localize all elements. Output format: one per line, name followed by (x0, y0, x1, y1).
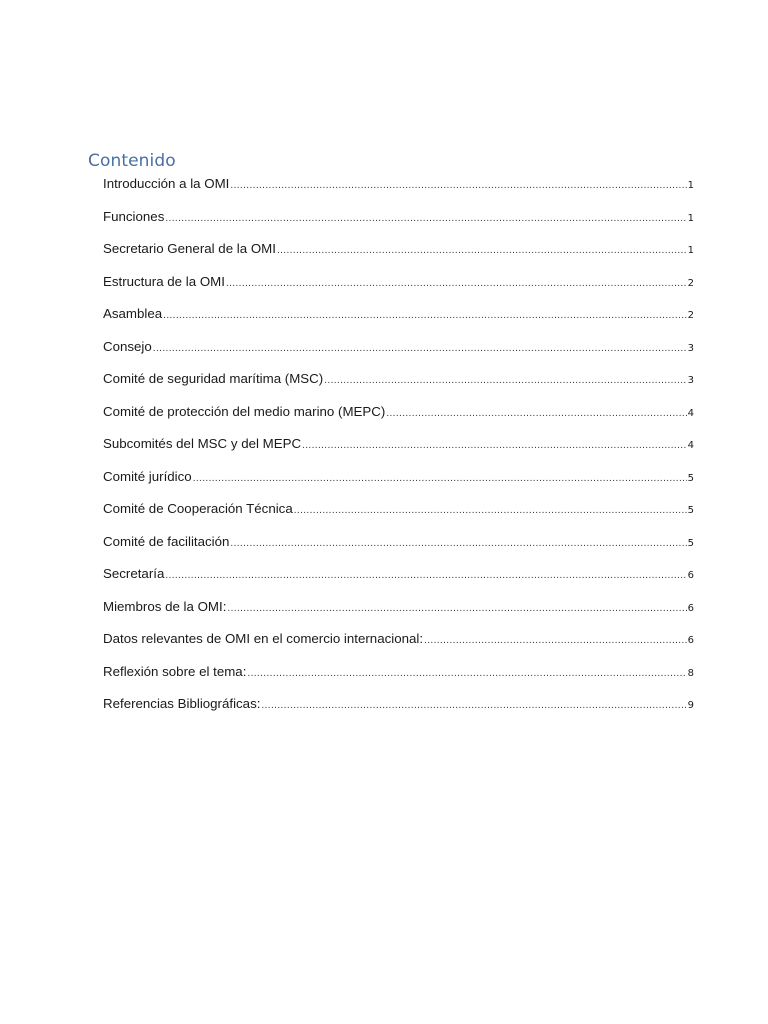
toc-heading: Contenido (88, 151, 176, 171)
toc-entry-page[interactable]: 5 (687, 537, 694, 549)
toc-dot-leader (165, 570, 686, 581)
toc-entry-page[interactable]: 1 (687, 180, 694, 191)
toc-entry[interactable] (103, 306, 694, 339)
toc-dot-leader (230, 538, 686, 549)
toc-entry-page[interactable]: 4 (687, 407, 694, 419)
toc-entry-page[interactable]: 1 (687, 212, 694, 224)
toc-entry-page[interactable]: 3 (687, 375, 694, 386)
toc-dot-leader (226, 278, 687, 289)
toc-entry-page[interactable]: 6 (687, 570, 694, 581)
toc-entry-title[interactable]: Datos relevantes de OMI en el comercio internacional: (103, 631, 424, 646)
toc-dot-leader (324, 375, 686, 386)
toc-entry-page[interactable]: 5 (687, 505, 694, 516)
toc-dot-leader (163, 310, 686, 321)
toc-entry[interactable] (103, 599, 694, 632)
toc-entry-title[interactable]: Referencias Bibliográficas: (103, 696, 261, 711)
toc-entry[interactable] (103, 176, 694, 209)
toc-entry[interactable] (103, 664, 694, 697)
toc-dot-leader (424, 635, 687, 646)
toc-entry[interactable] (103, 241, 694, 274)
toc-entry[interactable] (103, 339, 694, 372)
toc-entry-page[interactable]: 3 (687, 342, 694, 354)
toc-dot-leader (230, 180, 686, 191)
toc-entry-title[interactable]: Asamblea (103, 306, 163, 321)
toc-list (103, 176, 694, 729)
toc-entry[interactable] (103, 469, 694, 502)
toc-entry-page[interactable]: 4 (687, 440, 694, 451)
toc-dot-leader (165, 213, 686, 224)
toc-entry[interactable] (103, 371, 694, 404)
toc-entry-page[interactable]: 6 (687, 635, 694, 646)
toc-dot-leader (193, 473, 687, 484)
toc-entry-title[interactable]: Introducción a la OMI (103, 176, 230, 191)
toc-entry[interactable] (103, 501, 694, 534)
toc-dot-leader (386, 408, 686, 419)
toc-entry-title[interactable]: Comité jurídico (103, 468, 192, 484)
toc-dot-leader (277, 245, 687, 256)
toc-entry-page[interactable]: 8 (687, 667, 694, 679)
toc-dot-leader (247, 668, 686, 679)
toc-entry[interactable] (103, 209, 694, 242)
toc-entry-page[interactable]: 5 (687, 472, 694, 484)
toc-dot-leader (153, 343, 687, 354)
toc-entry-title[interactable]: Comité de facilitación (103, 533, 230, 549)
toc-entry-title[interactable]: Comité de protección del medio marino (MEPC) (103, 403, 386, 419)
toc-entry-title[interactable]: Reflexión sobre el tema: (103, 663, 247, 679)
toc-entry-title[interactable]: Estructura de la OMI (103, 273, 225, 289)
toc-entry-title[interactable]: Comité de seguridad marítima (MSC) (103, 371, 324, 386)
toc-entry[interactable] (103, 436, 694, 469)
toc-entry[interactable] (103, 274, 694, 307)
toc-dot-leader (261, 700, 686, 711)
toc-entry[interactable] (103, 696, 694, 729)
toc-entry-title[interactable]: Comité de Cooperación Técnica (103, 501, 293, 516)
toc-entry-title[interactable]: Funciones (103, 208, 165, 224)
toc-dot-leader (302, 440, 687, 451)
toc-entry[interactable] (103, 566, 694, 599)
toc-entry-title[interactable]: Subcomités del MSC y del MEPC (103, 436, 302, 451)
toc-entry-title[interactable]: Consejo (103, 338, 152, 354)
toc-entry-page[interactable]: 2 (687, 277, 694, 289)
toc-entry-page[interactable]: 1 (687, 245, 694, 256)
toc-dot-leader (227, 603, 686, 614)
toc-entry-title[interactable]: Secretario General de la OMI (103, 241, 276, 256)
toc-entry-title[interactable]: Secretaría (103, 566, 165, 581)
toc-entry[interactable] (103, 404, 694, 437)
toc-entry-page[interactable]: 6 (687, 602, 694, 614)
toc-entry[interactable] (103, 534, 694, 567)
toc-dot-leader (294, 505, 687, 516)
toc-entry-title[interactable]: Miembros de la OMI: (103, 598, 227, 614)
toc-entry-page[interactable]: 2 (687, 310, 694, 321)
toc-entry[interactable] (103, 631, 694, 664)
toc-entry-page[interactable]: 9 (687, 700, 694, 711)
